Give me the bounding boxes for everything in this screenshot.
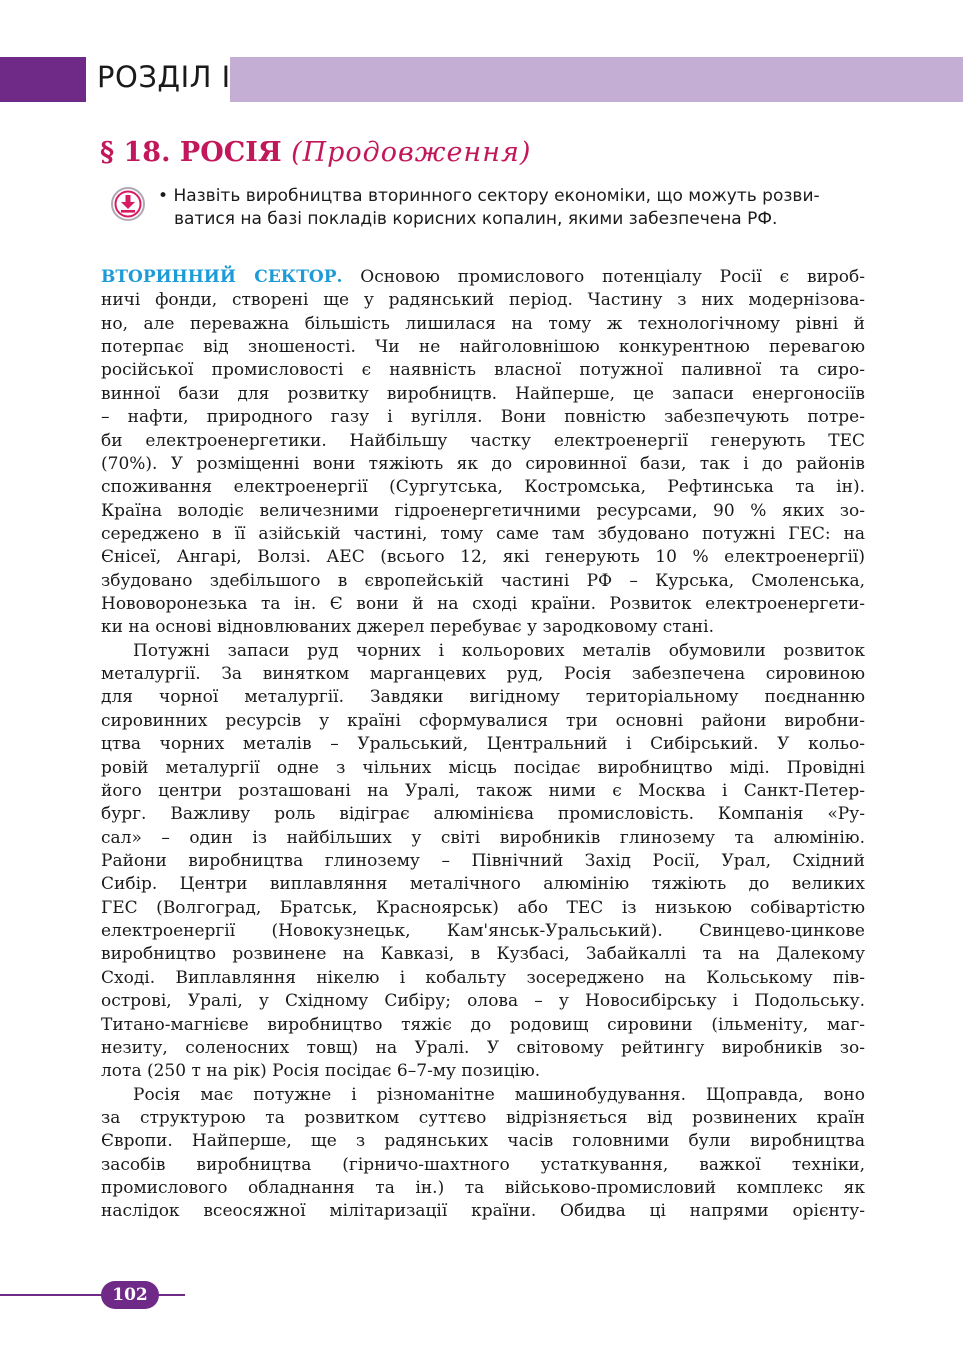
download-icon: [110, 186, 146, 222]
text-line: Росія має потужне і різноманітне машинобудування. Щоправда, воно: [133, 1084, 865, 1105]
bullet: •: [158, 186, 169, 206]
text-line: сал» – один із найбільших у світі виробників глинозему та алюмінію.: [101, 827, 865, 848]
text-line: потерпає від зношеності. Чи не найголовнішою конкурентною перевагою: [101, 337, 865, 358]
section-keyword: ВТОРИННИЙ СЕКТОР.: [101, 267, 343, 287]
text-line: за структурою та розвитком суттєво відрізняється від розвинених країн: [101, 1107, 865, 1128]
text-line: металургії. За винятком марганцевих руд, Росія забезпечена сировиною: [101, 664, 865, 685]
text-line: бург. Важливу роль відіграє алюмінієва промисловість. Компанія «Ру-: [101, 804, 865, 825]
question-line: • Назвіть виробництва вторинного сектору економіки, що можуть розви-: [158, 186, 820, 206]
paragraph-3: [101, 1084, 865, 1224]
text-line: середжено в її азійській частині, тому саме там збудовано потужні ГЕС: на: [101, 523, 865, 544]
text-line: но, але переважна більшість лишилася на тому ж технологічному рівні й: [101, 313, 865, 334]
question-line: ватися на базі покладів корисних копалин, якими забезпечена РФ.: [174, 209, 778, 229]
text-line: ничі фонди, створені ще у радянський період. Частину з них модернізова-: [101, 290, 865, 311]
text-line: Європи. Найперше, ще з радянських часів головними були виробництва: [101, 1131, 865, 1152]
text-line: засобів виробництва (гірничо-шахтного устаткування, важкої техніки,: [101, 1154, 865, 1175]
text-line: ВТОРИННИЙ СЕКТОР. Основою промислового потенціалу Росії є вироб-: [101, 267, 866, 287]
text-line: винної бази для розвитку виробництв. Найперше, це запаси енергоносіїв: [101, 383, 865, 404]
body-text: [101, 266, 865, 1224]
paragraph-2: [101, 640, 865, 1084]
page-title: [100, 137, 531, 168]
text-line: промислового обладнання та ін.) та військово-промисловий комплекс як: [101, 1178, 865, 1199]
text-line: для чорної металургії. Завдяки вигідному територіальному поєднанню: [101, 687, 865, 708]
text-line: незиту, соленосних товщ) на Уралі. У світовому рейтингу виробників зо-: [101, 1037, 865, 1058]
text-line: – нафти, природного газу і вугілля. Вони повністю забезпечують потре-: [101, 407, 865, 428]
text-line: Сибір. Центри виплавляння металічного алюмінію тяжіють до великих: [101, 874, 865, 895]
text-line: ГЕС (Волгоград, Братськ, Красноярськ) або ТЕС із низькою собівартістю: [101, 897, 865, 918]
text-line: споживання електроенергії (Сургутська, Костромська, Рефтинська та ін).: [101, 477, 865, 498]
text-line: його центри розташовані на Уралі, також ними є Москва і Санкт-Петер-: [101, 780, 865, 801]
title-continuation: (Продовження): [291, 137, 532, 168]
text-line: Сході. Виплавляння нікелю і кобальту зосереджено на Кольському пів-: [101, 967, 865, 988]
question-block: [158, 185, 868, 231]
text-line: збудовано здебільшого в європейській частині РФ – Курська, Смоленська,: [101, 570, 865, 591]
paragraph-1: [101, 289, 865, 639]
text-line: сировинних ресурсів у країні сформувалися три основні райони виробни-: [101, 710, 865, 731]
text-line: цтва чорних металів – Уральський, Центральний і Сибірський. У кольо-: [101, 734, 865, 755]
text-line: наслідок всеосяжної мілітаризації країни. Обидва ці напрями орієнту-: [101, 1201, 865, 1222]
text-line: виробництво розвинене на Кавказі, в Кузбасі, Забайкаллі та на Далекому: [101, 944, 865, 965]
text-line: лота (250 т на рік) Росія посідає 6–7-му позицію.: [101, 1061, 541, 1082]
page-number: 102: [101, 1281, 159, 1309]
title-main: § 18. РОСІЯ: [100, 137, 282, 168]
text-line: (70%). У розміщенні вони тяжіють як до сировинної бази, так і до районів: [101, 453, 865, 474]
text-line: Нововоронезька та ін. Є вони й на сході країни. Розвиток електроенергети-: [101, 594, 865, 615]
text-line: острові, Уралі, у Східному Сибіру; олова – у Новосибірську і Подольську.: [101, 991, 865, 1012]
text-line: російської промисловості є наявність власної потужної паливної та сиро-: [101, 360, 865, 381]
text-line: Єнісеї, Ангарі, Волзі. АЕС (всього 12, які генерують 10 % електроенергії): [101, 547, 865, 568]
section-label: РОЗДІЛ І: [97, 60, 231, 94]
text-line: Країна володіє величезними гідроенергетичними ресурсами, 90 % яких зо-: [101, 500, 865, 521]
text-line: би електроенергетики. Найбільшу частку електроенергії генерують ТЕС: [101, 430, 865, 451]
text-line: Райони виробництва глинозему – Північний Захід Росії, Урал, Східний: [101, 850, 865, 871]
text-line: електроенергії (Новокузнецьк, Кам'янськ-Уральський). Свинцево-цинкове: [101, 921, 865, 942]
text-line: Титано-магнієве виробництво тяжіє до родовищ сировини (ільменіту, маг-: [101, 1014, 865, 1035]
header-accent-block: [0, 57, 86, 102]
text-line: ровій металургії одне з чільних місць посідає виробництво міді. Провідні: [101, 757, 865, 778]
header-band: [230, 57, 963, 102]
text-line: Потужні запаси руд чорних і кольорових металів обумовили розвиток: [133, 640, 865, 661]
text-line: ки на основі відновлюваних джерел перебуває у зародковому стані.: [101, 617, 714, 638]
